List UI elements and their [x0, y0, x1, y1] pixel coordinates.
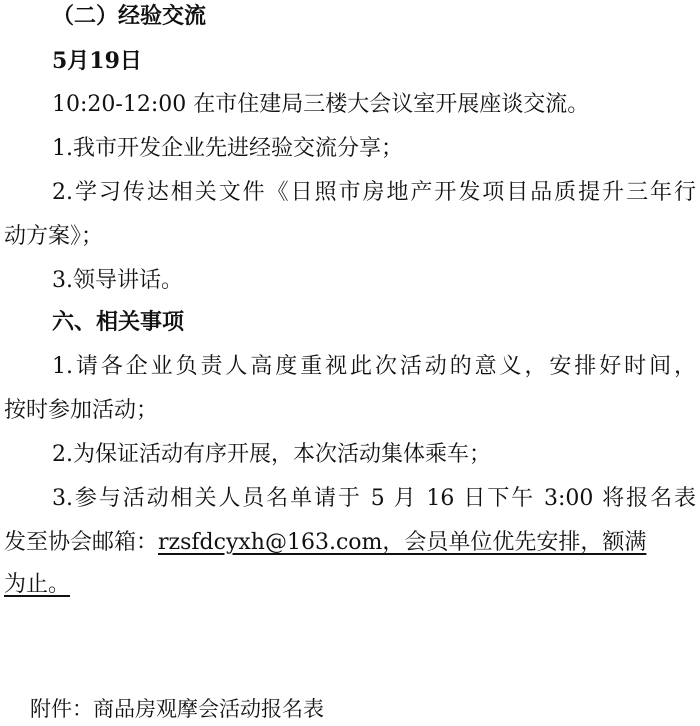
matters-item-1: 1.请各企业负责人高度重视此次活动的意义，安排好时间， [52, 354, 696, 379]
matters-item-1-cont: 按时参加活动； [4, 398, 159, 423]
matters-item-2: 2.为保证活动有序开展，本次活动集体乘车； [52, 442, 491, 467]
exchange-time-line: 10:20-12:00 在市住建局三楼大会议室开展座谈交流。 [52, 92, 590, 117]
matters-item-3-end: 为止。 [4, 572, 71, 597]
email-prefix: 发至协会邮箱： [4, 530, 159, 555]
exchange-date: 5月19日 [52, 48, 142, 74]
section-heading-matters: 六、相关事项 [52, 310, 185, 335]
exchange-item-1: 1.我市开发企业先进经验交流分享； [52, 136, 403, 161]
email-address-underlined[interactable]: rzsfdcyxh@163.com，会员单位优先安排，额满 [158, 530, 647, 555]
exchange-item-2-cont: 动方案》； [4, 224, 104, 249]
section-heading-exchange: （二）经验交流 [52, 4, 207, 29]
exchange-item-2: 2.学习传达相关文件《日照市房地产开发项目品质提升三年行 [52, 180, 696, 205]
matters-item-3-cont [4, 528, 646, 558]
exchange-item-3: 3.领导讲话。 [52, 268, 183, 293]
matters-item-3: 3.参与活动相关人员名单请于 5 月 16 日下午 3:00 将报名表 [52, 486, 696, 511]
attachment-note: 附件：商品房观摩会活动报名表 [30, 697, 324, 721]
